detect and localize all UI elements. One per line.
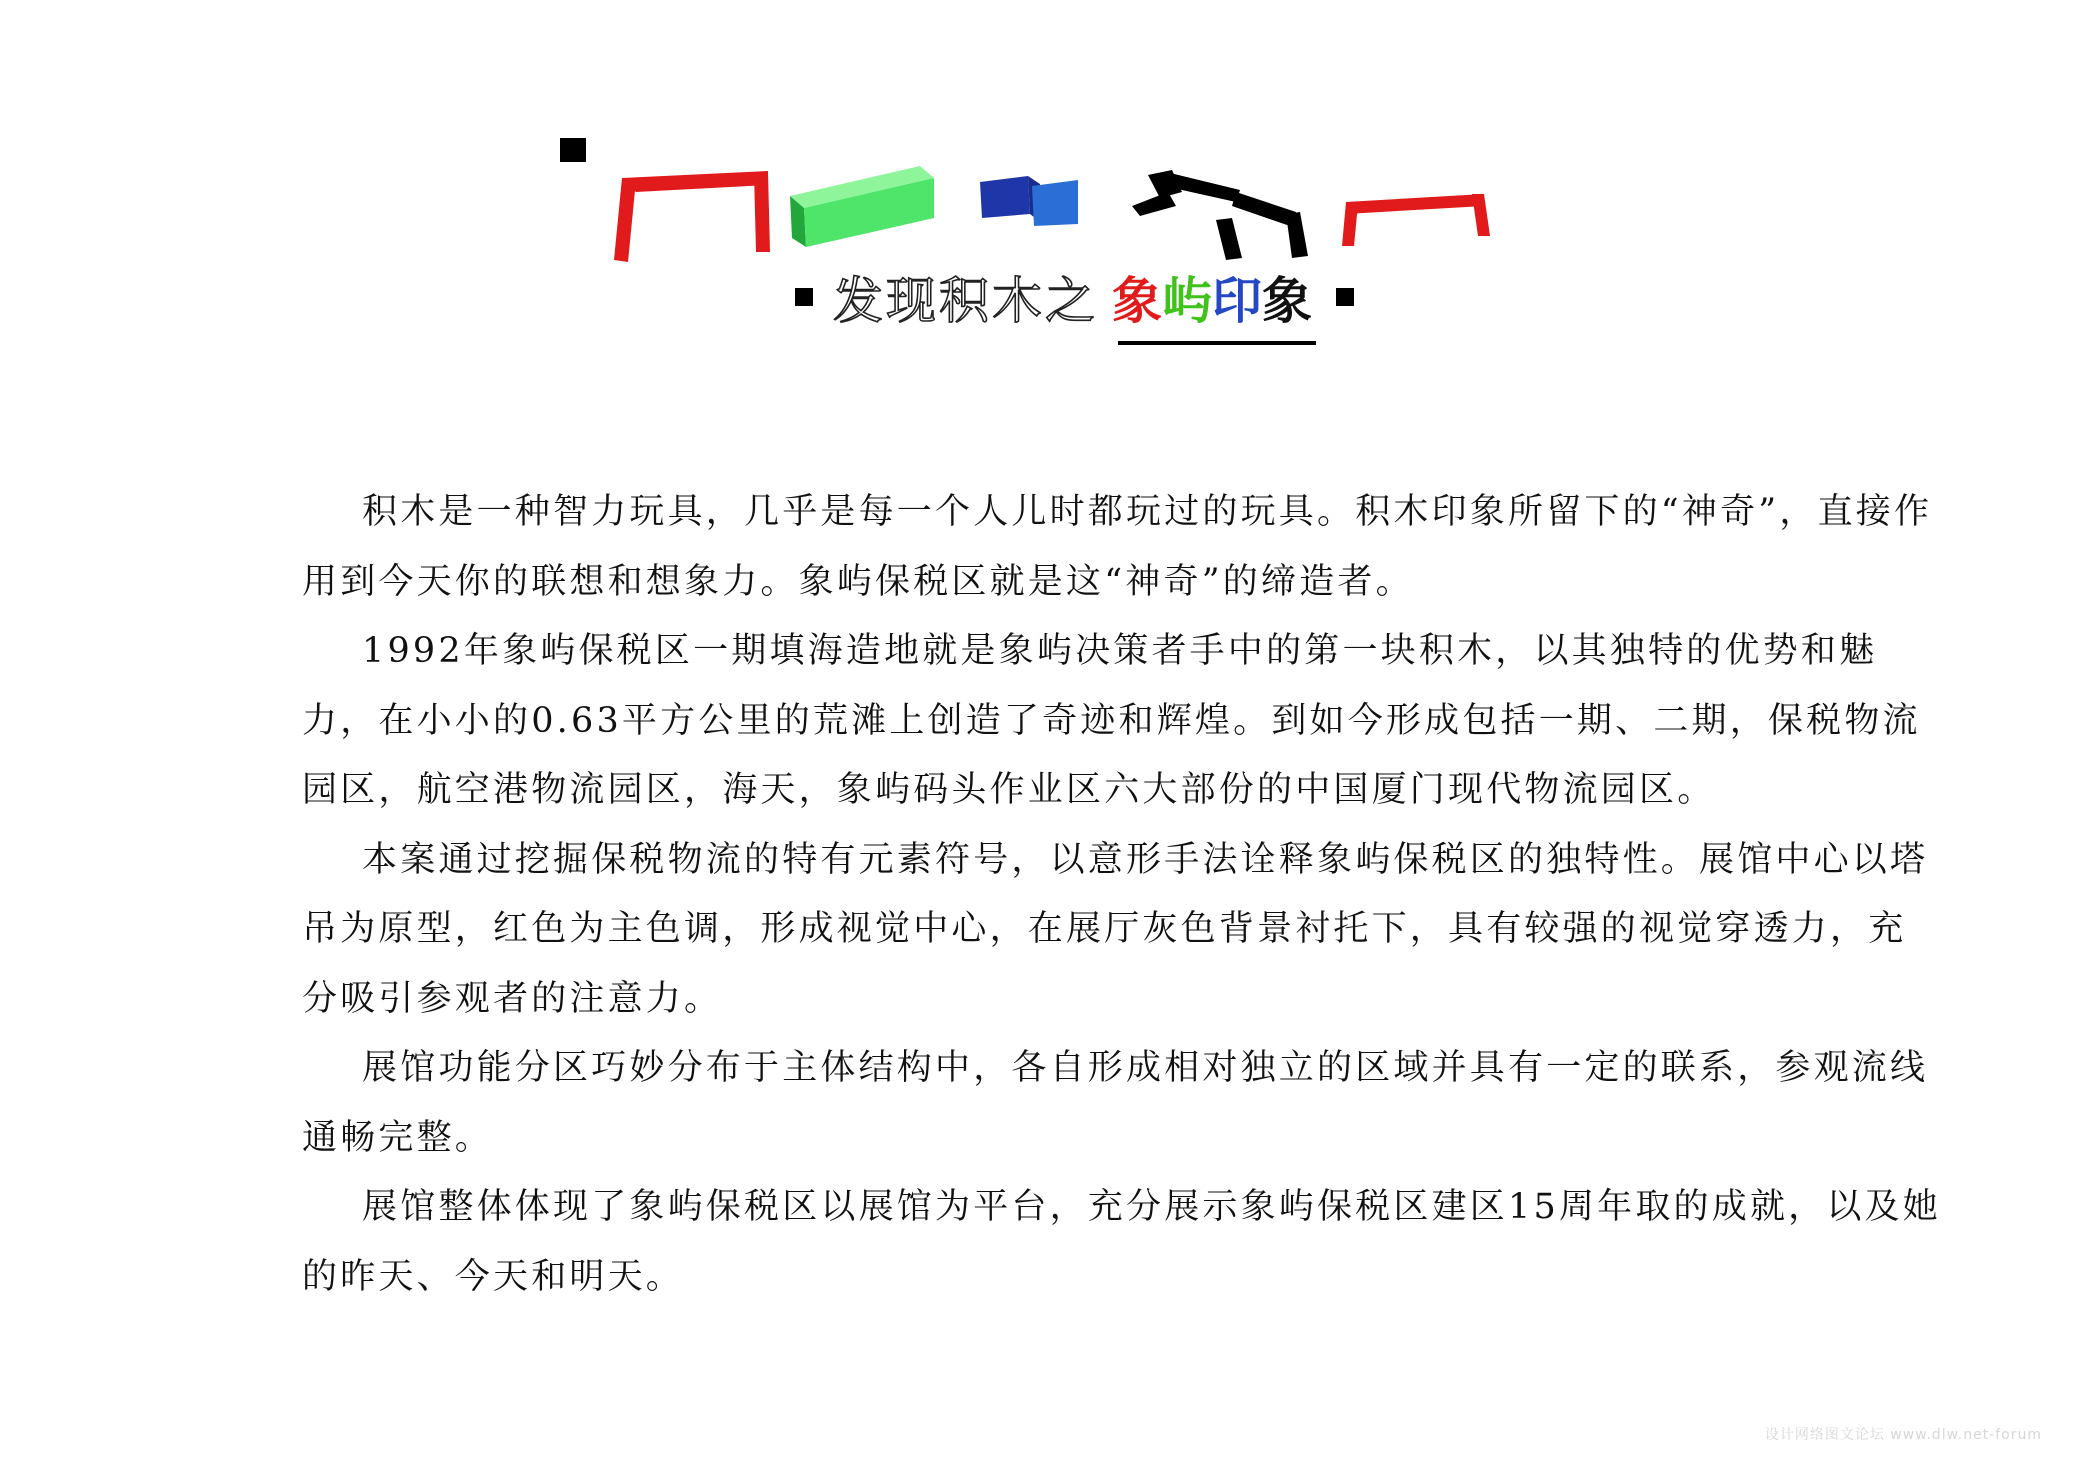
logo-black-crane bbox=[1132, 170, 1308, 260]
title-accent-char: 象 bbox=[1112, 272, 1162, 330]
title-square-right bbox=[1336, 288, 1354, 306]
title-line bbox=[795, 262, 1354, 332]
paragraph: 展馆整体体现了象屿保税区以展馆为平台，充分展示象屿保税区建区15周年取的成就，以及她的昨天、今天和明天。 bbox=[302, 1187, 1941, 1297]
logo-blue-blocks bbox=[980, 176, 1078, 226]
watermark: 设计网络图文论坛 www.dlw.net-forum bbox=[1764, 1427, 2042, 1443]
body-text bbox=[302, 478, 1942, 1312]
title-accent-char: 屿 bbox=[1162, 272, 1212, 330]
title-accent bbox=[1112, 261, 1312, 333]
title-accent-char: 印 bbox=[1212, 272, 1262, 330]
title-underline bbox=[1118, 341, 1316, 345]
logo-square-top bbox=[560, 138, 586, 162]
title-lead: 发现积木之 bbox=[833, 272, 1098, 330]
paragraph: 本案通过挖掘保税物流的特有元素符号，以意形手法诠释象屿保税区的独特性。展馆中心以塔吊为原型，红色为主色调，形成视觉中心，在展厅灰色背景衬托下，具有较强的视觉穿透力，充分吸引参观者的注意力。 bbox=[302, 839, 1929, 1019]
paragraph: 1992年象屿保税区一期填海造地就是象屿决策者手中的第一块积木，以其独特的优势和魅力，在小小的0.63平方公里的荒滩上创造了奇迹和辉煌。到如今形成包括一期、二期，保税物流园区，航空港物流园区，海天，象屿码头作业区六大部份的中国厦门现代物流园区。 bbox=[302, 631, 1921, 810]
paragraph: 积木是一种智力玩具，几乎是每一个人儿时都玩过的玩具。积木印象所留下的“神奇”，直接作用到今天你的联想和想象力。象屿保税区就是这“神奇”的缔造者。 bbox=[302, 492, 1933, 602]
title-accent-char: 象 bbox=[1262, 272, 1312, 330]
logo-green-block bbox=[790, 166, 934, 247]
paragraph: 展馆功能分区巧妙分布于主体结构中，各自形成相对独立的区域并具有一定的联系，参观流线通畅完整。 bbox=[302, 1048, 1929, 1158]
title-square-left bbox=[795, 288, 813, 306]
logo-red-bracket-right bbox=[1342, 194, 1490, 246]
logo-block-graphic bbox=[0, 0, 2100, 420]
logo-red-bracket-left bbox=[614, 171, 770, 262]
